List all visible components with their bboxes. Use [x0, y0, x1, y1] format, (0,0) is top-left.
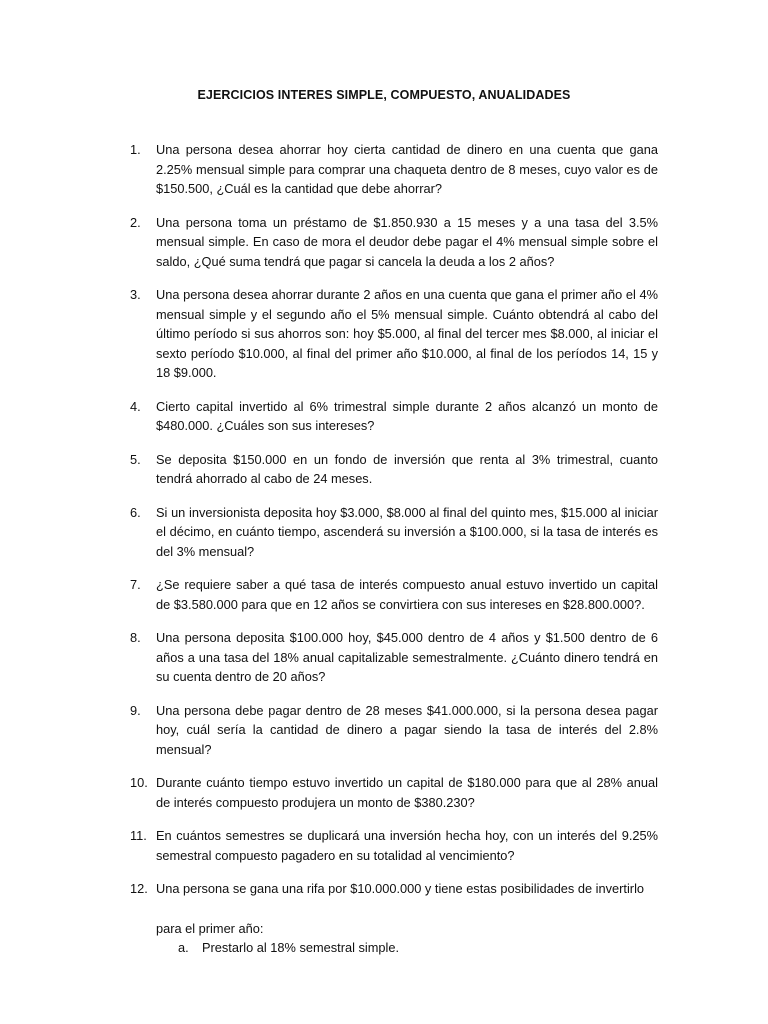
- exercise-number: 4.: [130, 398, 141, 414]
- exercise-item-6: [130, 503, 658, 562]
- subitem-label: a.: [178, 940, 189, 955]
- exercise-number: 8.: [130, 630, 141, 645]
- exercise-number: 10.: [130, 775, 148, 790]
- exercise-list: [130, 140, 658, 958]
- exercise-continuation: para el primer año:: [156, 920, 264, 936]
- exercise-text: Una persona debe pagar dentro de 28 meses $41.000.000, si la persona desea pagar hoy, cuál sería la cantidad de dinero a pagar siendo la tasa de interés del 2.8% mensual?: [156, 702, 658, 757]
- subitem-a: [130, 938, 658, 958]
- exercise-text: Una persona toma un préstamo de $1.850.930 a 15 meses y a una tasa del 3.5% mensual simple. En caso de mora el deudor debe pagar el 4% mensual simple sobre el saldo, ¿Qué suma tendrá que pagar si cancela la deuda a los 2 años?: [156, 214, 658, 269]
- exercise-text: Una persona desea ahorrar hoy cierta cantidad de dinero en una cuenta que gana 2.25% mensual simple para comprar una chaqueta dentro de 8 meses, cuyo valor es de $150.500, ¿Cuál es la cantidad que debe ahorrar?: [156, 142, 658, 196]
- exercise-item-9: [130, 701, 658, 760]
- exercise-item-5: [130, 450, 658, 489]
- exercise-text: Una persona deposita $100.000 hoy, $45.000 dentro de 4 años y $1.500 dentro de 6 años a una tasa del 18% anual capitalizable semestralmente. ¿Cuánto dinero tendrá en su cuenta dentro de 20 años?: [156, 630, 658, 684]
- exercise-item-8: [130, 628, 658, 687]
- exercise-item-11: [130, 826, 658, 865]
- document-title: EJERCICIOS INTERES SIMPLE, COMPUESTO, ANUALIDADES: [197, 88, 571, 102]
- exercise-text: ¿Se requiere saber a qué tasa de interés compuesto anual estuvo invertido un capital de $3.580.000 para que en 12 años se convirtiera con sus intereses en $28.800.000?.: [156, 577, 658, 612]
- exercise-number: 6.: [130, 504, 141, 520]
- exercise-text: Cierto capital invertido al 6% trimestral simple durante 2 años alcanzó un monto de $480.000. ¿Cuáles son sus intereses?: [156, 398, 658, 433]
- exercise-item-4: [130, 397, 658, 436]
- exercise-text: Una persona se gana una rifa por $10.000.000 y tiene estas posibilidades de invertirlo: [156, 881, 645, 896]
- exercise-text: Se deposita $150.000 en un fondo de inversión que renta al 3% trimestral, cuanto tendrá ahorrado al cabo de 24 meses.: [156, 451, 658, 486]
- exercise-item-12: [130, 879, 658, 899]
- exercise-text: Durante cuánto tiempo estuvo invertido un capital de $180.000 para que al 28% anual de interés compuesto produjera un monto de $380.230?: [156, 775, 658, 810]
- exercise-number: 9.: [130, 702, 141, 718]
- exercise-number: 2.: [130, 214, 141, 230]
- exercise-number: 11.: [130, 828, 147, 843]
- exercise-number: 1.: [130, 142, 141, 157]
- exercise-text: Si un inversionista deposita hoy $3.000, $8.000 al final del quinto mes, $15.000 al iniciar el décimo, en cuánto tiempo, ascenderá su inversión a $100.000, si la tasa de interés es del 3% mensual?: [156, 504, 658, 559]
- exercise-text: Una persona desea ahorrar durante 2 años en una cuenta que gana el primer año el 4% mensual simple y el segundo año el 5% mensual simple. Cuánto obtendrá al cabo del último período si sus ahorros son: hoy $5.000, al final del tercer mes $8.000, al iniciar el sexto período $10.000, al final del primer año $10.000, al final de los períodos 14, 15 y 18 $9.000.: [156, 287, 658, 380]
- exercise-number: 3.: [130, 287, 141, 302]
- exercise-number: 7.: [130, 577, 141, 592]
- exercise-item-10: [130, 773, 658, 812]
- exercise-item-1: [130, 140, 658, 199]
- exercise-item-7: [130, 575, 658, 614]
- exercise-text: En cuántos semestres se duplicará una inversión hecha hoy, con un interés del 9.25% semestral compuesto pagadero en su totalidad al vencimiento?: [156, 828, 658, 863]
- exercise-number: 5.: [130, 451, 141, 467]
- exercise-item-2: [130, 213, 658, 272]
- subitem-text: Prestarlo al 18% semestral simple.: [202, 940, 400, 955]
- exercise-number: 12.: [130, 881, 148, 896]
- exercise-item-3: [130, 285, 658, 383]
